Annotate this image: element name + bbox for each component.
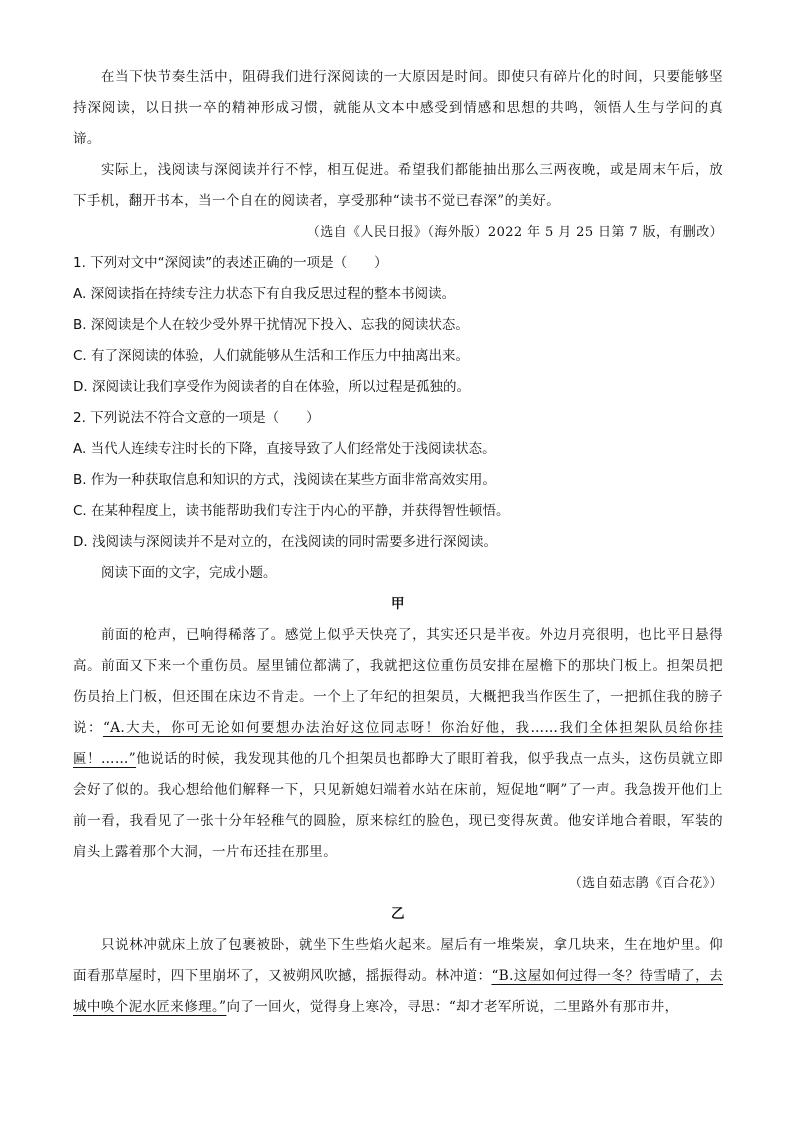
passage-jia-title: 甲 xyxy=(391,596,405,612)
passage-jia-text xyxy=(73,620,723,868)
passage-jia-text-after: 他说话的时候，我发现其他的几个担架员也都睁大了眼盯着我，似乎我点一点头，这伤员就立即会好了似的。我心想给他们解释一下，只见新媳妇端着水站在床前，短促地“啊”了一声。我急拨开他们上前一看，我看见了一张十分年轻稚气的圆脸，原来棕红的脸色，现已变得灰黄。他安详地合着眼，军装的肩头上露着那个大洞，一片布还挂在那里。 xyxy=(73,751,723,860)
passage1-paragraph-1: 在当下快节奏生活中，阻碍我们进行深阅读的一大原因是时间。即使只有碎片化的时间，只要能够坚持深阅读，以日拱一卒的精神形成习惯，就能从文本中感受到情感和思想的共鸣，领悟人生与学问的真谛。 xyxy=(73,69,723,147)
passage1-paragraph-2: 实际上，浅阅读与深阅读并行不悖，相互促进。希望我们都能抽出那么三两夜晚，或是周末午后，放下手机，翻开书本，当一个自在的阅读者，享受那种“读书不觉已春深”的美好。 xyxy=(73,162,723,209)
passage-yi-text-before: 只说林冲就床上放了包裹被卧，就坐下生些焰火起来。屋后有一堆柴炭，拿几块来，生在地炉里。仰面看那草屋时，四下里崩坏了，又被朔风吹撼，摇振得动。林冲道： xyxy=(73,937,723,984)
question-1-option-a: A. 深阅读指在持续专注力状态下有自我反思过程的整本书阅读。 xyxy=(73,286,456,302)
question-1-option-c: C. 有了深阅读的体验，人们就能够从生活和工作压力中抽离出来。 xyxy=(73,348,470,364)
page-content xyxy=(73,62,723,1023)
question-2-option-c: C. 在某种程度上，读书能帮助我们专注于内心的平静，并获得智性顿悟。 xyxy=(73,503,510,519)
passage-jia-text-before: 前面的枪声，已响得稀落了。感觉上似乎天快亮了，其实还只是半夜。外边月亮很明，也比平日悬得高。前面又下来一个重伤员。屋里铺位都满了，我就把这位重伤员安排在屋檐下的那块门板上。担架员把伤员抬上门板，但还围在床边不肯走。一个上了年纪的担架员，大概把我当作医生了，一把抓住我的膀子说： xyxy=(73,627,723,736)
passage1-source: （选自《人民日报》（海外版）2022 年 5 月 25 日第 7 版，有删改） xyxy=(306,225,723,240)
question-1-option-d: D. 深阅读让我们享受作为阅读者的自在体验，所以过程是孤独的。 xyxy=(73,379,470,395)
passage-jia-underlined-sentence: “A.大夫，你可无论如何要想办法治好这位同志呀！你治好他，我……我们全体担架队员给你挂匾！……” xyxy=(73,720,723,767)
question-2-option-d: D. 浅阅读与深阅读并不是对立的，在浅阅读的同时需要多进行深阅读。 xyxy=(73,534,497,550)
passage-yi-text xyxy=(73,930,723,1023)
passage-yi-text-after: 向了一回火，觉得身上寒冷，寻思：“却才老军所说，二里路外有那市井， xyxy=(226,999,679,1015)
passage-yi-underlined-sentence: “B.这屋如何过得一冬？待雪晴了，去城中唤个泥水匠来修理。” xyxy=(73,968,723,1015)
question-1-option-b: B. 深阅读是个人在较少受外界干扰情况下投入、忘我的阅读状态。 xyxy=(73,317,469,333)
question-2-option-a: A. 当代人连续专注时长的下降，直接导致了人们经常处于浅阅读状态。 xyxy=(73,441,496,457)
reading-instruction: 阅读下面的文字，完成小题。 xyxy=(101,565,277,581)
passage-jia-source: （选自茹志鹃《百合花》） xyxy=(568,876,723,891)
passage-yi-title: 乙 xyxy=(391,906,405,922)
question-2-stem: 2. 下列说法不符合文意的一项是（ ） xyxy=(73,410,320,426)
question-1-stem: 1. 下列对文中“深阅读”的表述正确的一项是（ ） xyxy=(73,255,388,271)
question-2-option-b: B. 作为一种获取信息和知识的方式，浅阅读在某些方面非常高效实用。 xyxy=(73,472,496,488)
